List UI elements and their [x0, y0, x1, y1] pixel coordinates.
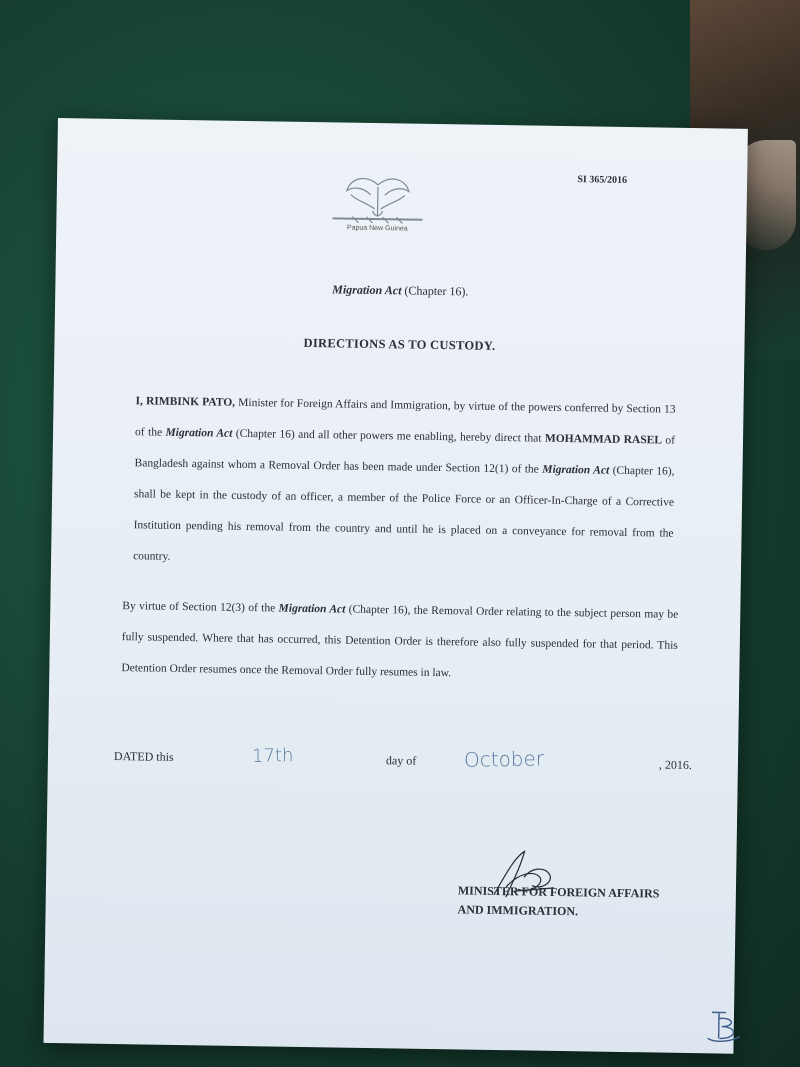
suspension-paragraph — [121, 591, 678, 693]
act-heading — [55, 278, 745, 304]
act-reference: Migration Act — [278, 602, 346, 616]
minister-name: I, RIMBINK PATO, — [135, 395, 236, 409]
signatory-block — [457, 881, 659, 922]
subject-name: MOHAMMAD RASEL — [544, 432, 663, 447]
act-chapter: (Chapter 16). — [404, 283, 469, 299]
paragraph-text: (Chapter 16) and all other powers me enabling, hereby direct that — [232, 427, 545, 445]
handwritten-day: 17th — [251, 745, 294, 767]
paragraph-text: (Chapter 16), shall be kept in the custody of an officer, a member of the Police Force or an Officer-In-Charge of a Corrective Institution pending his removal from the country and until he is placed on a conveyance for removal from the country. — [133, 464, 675, 563]
handwritten-month: October — [463, 746, 545, 772]
signatory-line-1: MINISTER FOR FOREIGN AFFAIRS — [457, 883, 660, 901]
document-page — [43, 118, 747, 1054]
paragraph-text: Minister for Foreign Affairs and Immigration, by virtue of the powers conferred by Section 13 of the — [134, 396, 676, 439]
signatory-line-2: AND IMMIGRATION. — [457, 902, 579, 919]
act-reference: Migration Act — [542, 463, 610, 477]
paragraph-text: By virtue of Section 12(3) of the — [122, 600, 279, 615]
act-reference: Migration Act — [165, 426, 233, 440]
day-of-label: day of — [385, 753, 417, 768]
handwritten-initials — [704, 1008, 745, 1045]
custody-direction-paragraph — [133, 386, 676, 580]
dated-label: DATED this — [113, 748, 174, 764]
paragraph-text: (Chapter 16), the Removal Order relating to the subject person may be fully suspended. Where that has occurred, this Detention Order is therefore also fully suspended for that period. This Detention Order resumes once the Removal Order fully resumes in law. — [121, 603, 679, 680]
national-emblem — [322, 172, 433, 254]
emblem-caption: Papua New Guinea — [346, 224, 408, 233]
year-label: , 2016. — [658, 757, 693, 773]
statutory-instrument-number: SI 365/2016 — [577, 174, 628, 186]
act-name: Migration Act — [332, 282, 402, 298]
dated-line — [113, 745, 704, 788]
paragraph-text: of Bangladesh against whom a Removal Order has been made under Section 12(1) of the — [134, 434, 676, 476]
document-title: DIRECTIONS AS TO CUSTODY. — [303, 335, 496, 353]
